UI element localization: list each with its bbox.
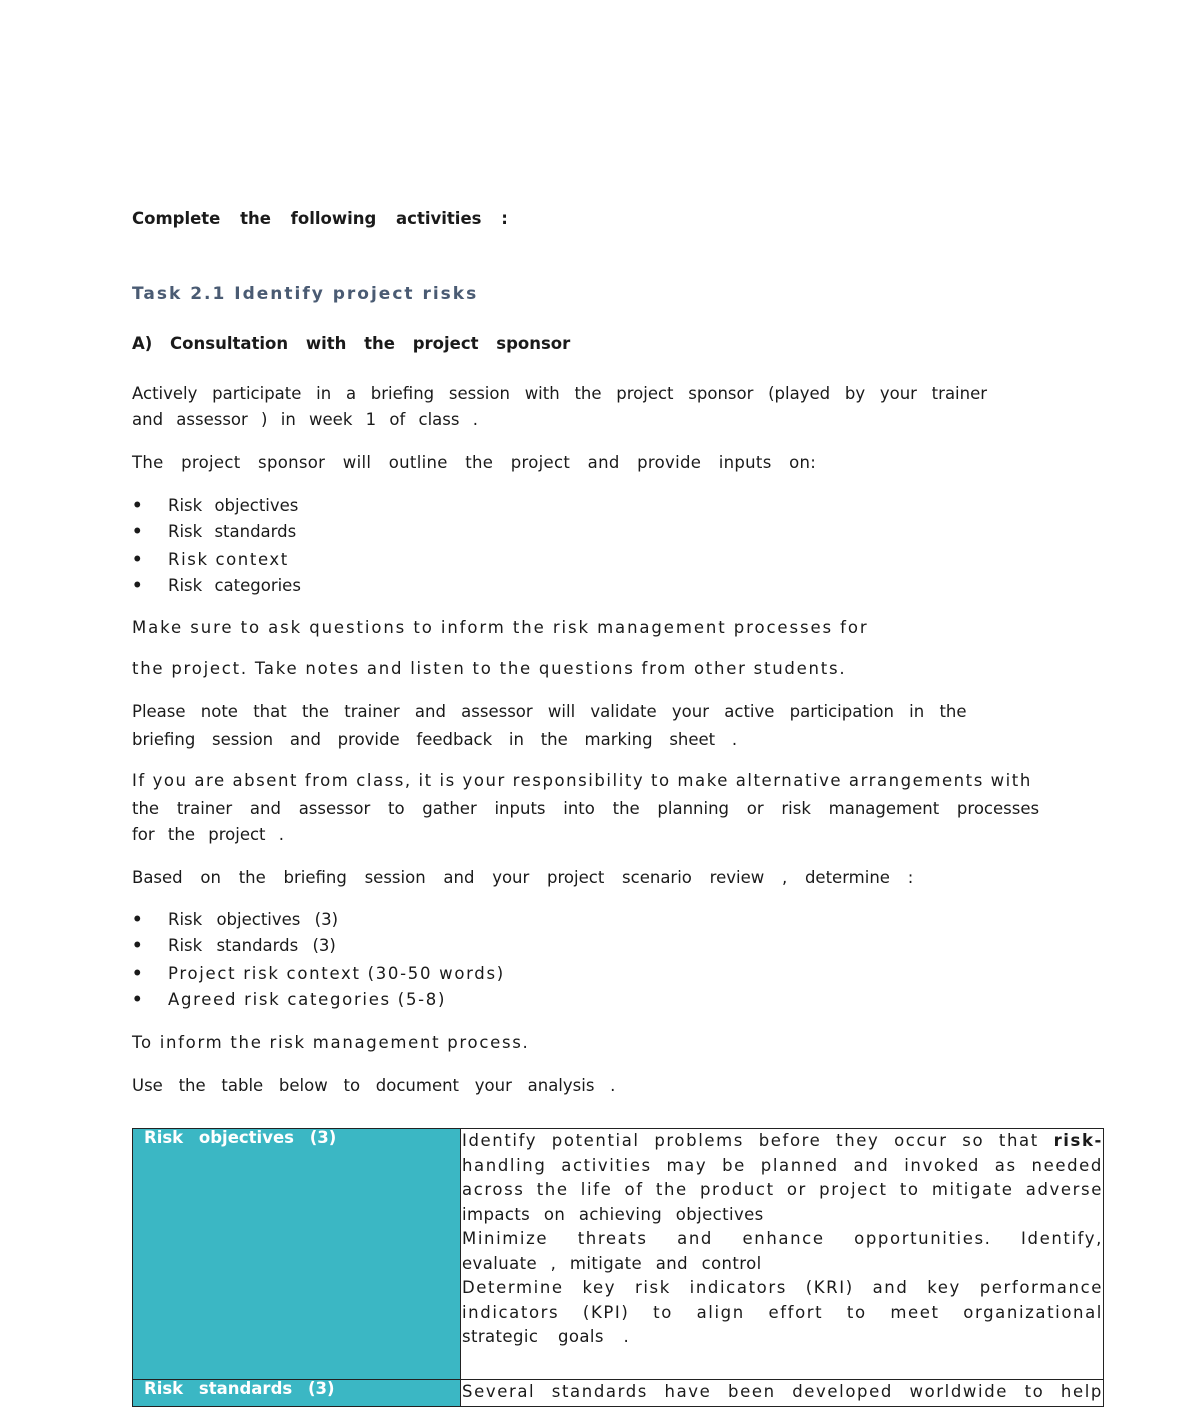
para1-line1: Actively participate in a briefing session with the project sponsor (played by your trainer	[132, 384, 988, 403]
bullet-icon: •	[132, 964, 143, 983]
objectives-line: handling activities may be planned and invoked as needed	[462, 1155, 1103, 1175]
para7: To inform the risk management process.	[132, 1033, 530, 1052]
objectives-line: evaluate , mitigate and control	[462, 1253, 762, 1273]
objectives-line: impacts on achieving objectives	[462, 1204, 764, 1224]
para3-line1: Make sure to ask questions to inform the risk management processes for	[132, 618, 869, 637]
risk-objectives-cell[interactable]	[461, 1129, 1104, 1380]
para5-line2: the trainer and assessor to gather inputs into the planning or risk management processes	[132, 799, 1040, 818]
para4-line1: Please note that the trainer and assessor will validate your active participation in the	[132, 702, 967, 721]
para5-line1: If you are absent from class, it is your responsibility to make alternative arrangements with	[132, 771, 1032, 790]
list-item-text: Risk objectives (3)	[168, 910, 339, 929]
objectives-line: Identify potential problems before they occur so that risk-	[462, 1131, 1103, 1150]
list-item-text: Risk objectives	[168, 496, 299, 515]
bullet-icon: •	[132, 990, 143, 1009]
para6: Based on the briefing session and your project scenario review , determine :	[132, 868, 914, 887]
para8: Use the table below to document your analysis .	[132, 1076, 616, 1095]
bullet-icon: •	[132, 910, 143, 929]
section-a-heading: A) Consultation with the project sponsor	[132, 334, 571, 353]
risk-objectives-label: Risk objectives (3)	[133, 1129, 461, 1380]
bullet-icon: •	[132, 496, 143, 515]
objectives-line: Determine key risk indicators (KRI) and key performance	[462, 1278, 1103, 1297]
table-row	[133, 1380, 1104, 1407]
list-item-text: Project risk context (30-50 words)	[168, 964, 505, 983]
risk-standards-label: Risk standards (3)	[133, 1380, 461, 1407]
bold-term: risk-	[1053, 1131, 1103, 1150]
para5-line3: for the project .	[132, 825, 285, 844]
standards-line: Several standards have been developed worldwide to help	[462, 1382, 1103, 1401]
objectives-line: across the life of the product or project to mitigate adverse	[462, 1180, 1103, 1199]
list-item-text: Agreed risk categories (5-8)	[168, 990, 447, 1009]
list-item-text: Risk context	[168, 550, 289, 569]
task-heading: Task 2.1 Identify project risks	[132, 284, 479, 304]
bullet-icon: •	[132, 522, 143, 541]
para1-line2: and assessor ) in week 1 of class .	[132, 410, 478, 429]
para2: The project sponsor will outline the project and provide inputs on:	[132, 453, 817, 472]
list-item-text: Risk standards	[168, 522, 297, 541]
list-item-text: Risk categories	[168, 576, 301, 595]
bullet-icon: •	[132, 550, 143, 569]
para4-line2: briefing session and provide feedback in the marking sheet .	[132, 730, 738, 749]
objectives-line: indicators (KPI) to align effort to meet organizational	[462, 1302, 1103, 1322]
risk-analysis-table	[132, 1128, 1104, 1407]
risk-standards-cell[interactable]	[461, 1380, 1104, 1407]
para3-line2: the project. Take notes and listen to the questions from other students.	[132, 659, 847, 678]
objectives-line: strategic goals .	[462, 1327, 630, 1346]
intro-heading: Complete the following activities :	[132, 209, 508, 228]
table-row	[133, 1129, 1104, 1380]
bullet-icon: •	[132, 936, 143, 955]
objectives-line: Minimize threats and enhance opportunities. Identify,	[462, 1229, 1103, 1248]
bullet-icon: •	[132, 576, 143, 595]
list-item-text: Risk standards (3)	[168, 936, 336, 955]
